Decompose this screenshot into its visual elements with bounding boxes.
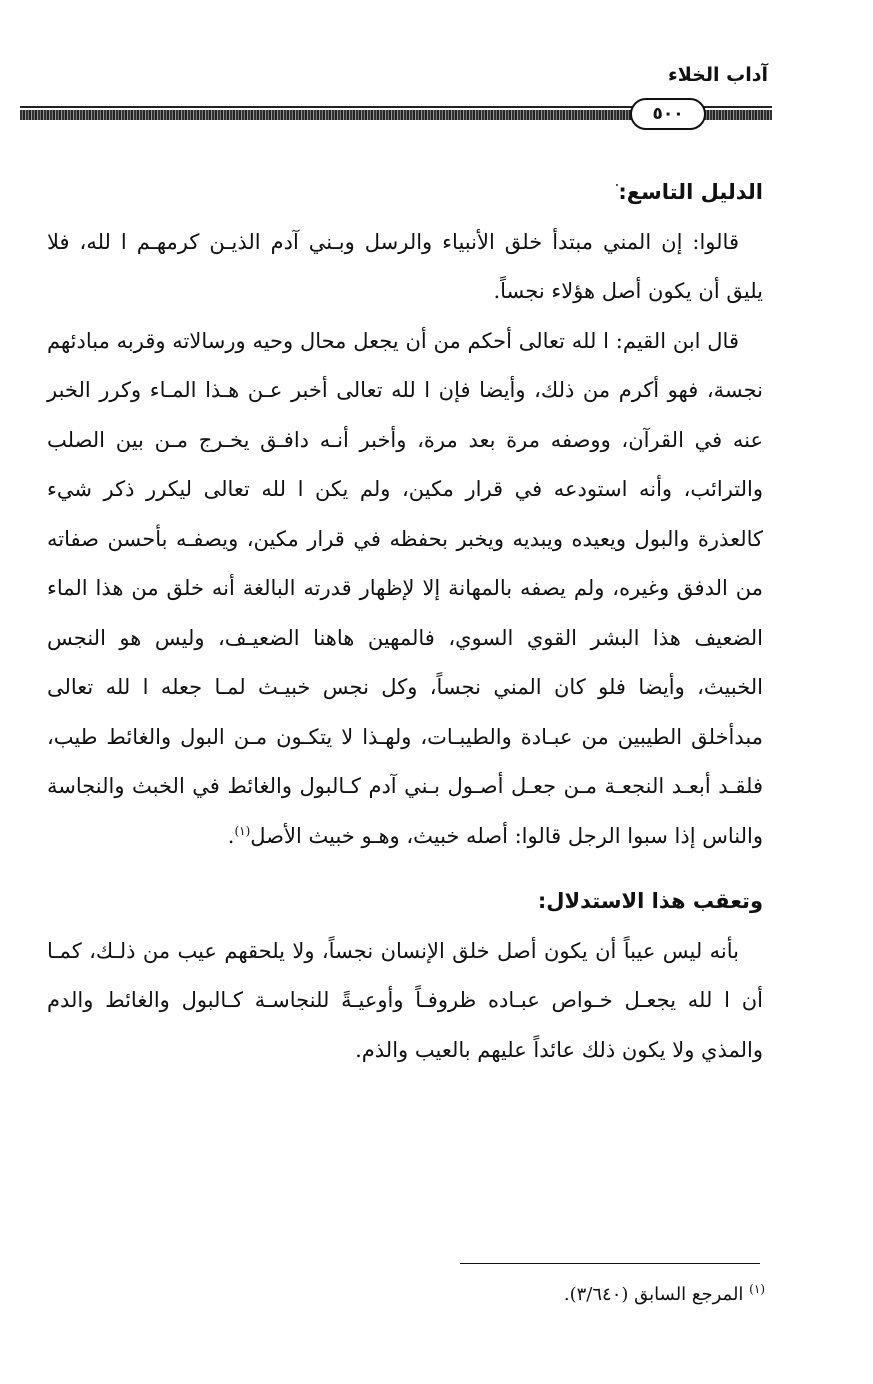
paragraph-rebuttal: بأنه ليس عيباً أن يكون أصل خلق الإنسان نجساً، ولا يلحقهم عيب من ذلـك، كمـا أن ا لله يجعـل خـواص عبـاده ظروفـاً وأوعيـةً للنجاسـة كـالبول والغائط والدم والمذي ولا يكون ذلك عائداً عليهم بالعيب والذم. xyxy=(47,938,763,1062)
footnote-text: المرجع السابق (٣/٦٤٠). xyxy=(563,1284,750,1305)
paragraph-claim: قالوا: إن المني مبتدأ خلق الأنبياء والرسل وبـني آدم الذيـن كرمهـم ا لله، فلا يليق أن يكون أصل هؤلاء نجساً. xyxy=(47,229,763,303)
section-heading-rebuttal: وتعقب هذا الاستدلال: xyxy=(537,889,763,913)
section-heading-ninth-evidence: الدليل التاسع: xyxy=(618,180,763,204)
footnote xyxy=(265,1283,765,1307)
footnote-marker: (١) xyxy=(749,1282,765,1296)
page-number: ٥٠٠ xyxy=(630,98,706,130)
paragraph-ibn-qayyim-text: قال ابن القيم: ا لله تعالى أحكم من أن يجعل محال وحيه ورسالاته وقربه مبادئهم نجسة، فهو أكرم من ذلك، وأيضا فإن ا لله تعالى أخبر عـن هـذا المـاء وكرر الخبر عنه في القرآن، ووصفه مرة بعد مرة، وأخبر أنـه دافـق يخـرج مـن بين الصلب والترائب، وأنه استودعه في قرار مكين، ولم يكن ا لله تعالى ليكرر ذكر شيء كالعذرة والبول ويعيده ويبديه ويخبر بحفظه في قرار مكين، ويصفـه بأحسن صفاته من الدفق وغيره، ولم يصفه بالمهانة إلا لإظهار قدرته البالغة أنه خلق من هذا الماء الضعيف هذا البشر القوي السوي، فالمهين هاهنا الضعيـف، وليس هو النجس الخبيث، وأيضا فلو كان المني نجساً، وكل نجس خبيـث لمـا جعله ا لله تعالى مبدأخلق الطيبين من عبـادة والطيبـات، ولهـذا لا يتكـون مـن البول والغائط طيب، فلقـد أبعـد النجعـة مـن جعـل أصـول بـني آدم كـالبول والغائط في الخبث والنجاسة والناس إذا سبوا الرجل قالوا: أصله خبيث، وهـو خبيث الأصل xyxy=(47,328,763,848)
paragraph-end-mark: . xyxy=(227,823,235,848)
spacer xyxy=(47,861,763,877)
page-body xyxy=(47,168,763,1075)
running-head: آداب الخلاء xyxy=(668,64,768,86)
paragraph-ibn-qayyim xyxy=(47,317,763,862)
footnote-separator xyxy=(460,1263,760,1264)
footnote-reference[interactable]: (١) xyxy=(234,823,251,838)
